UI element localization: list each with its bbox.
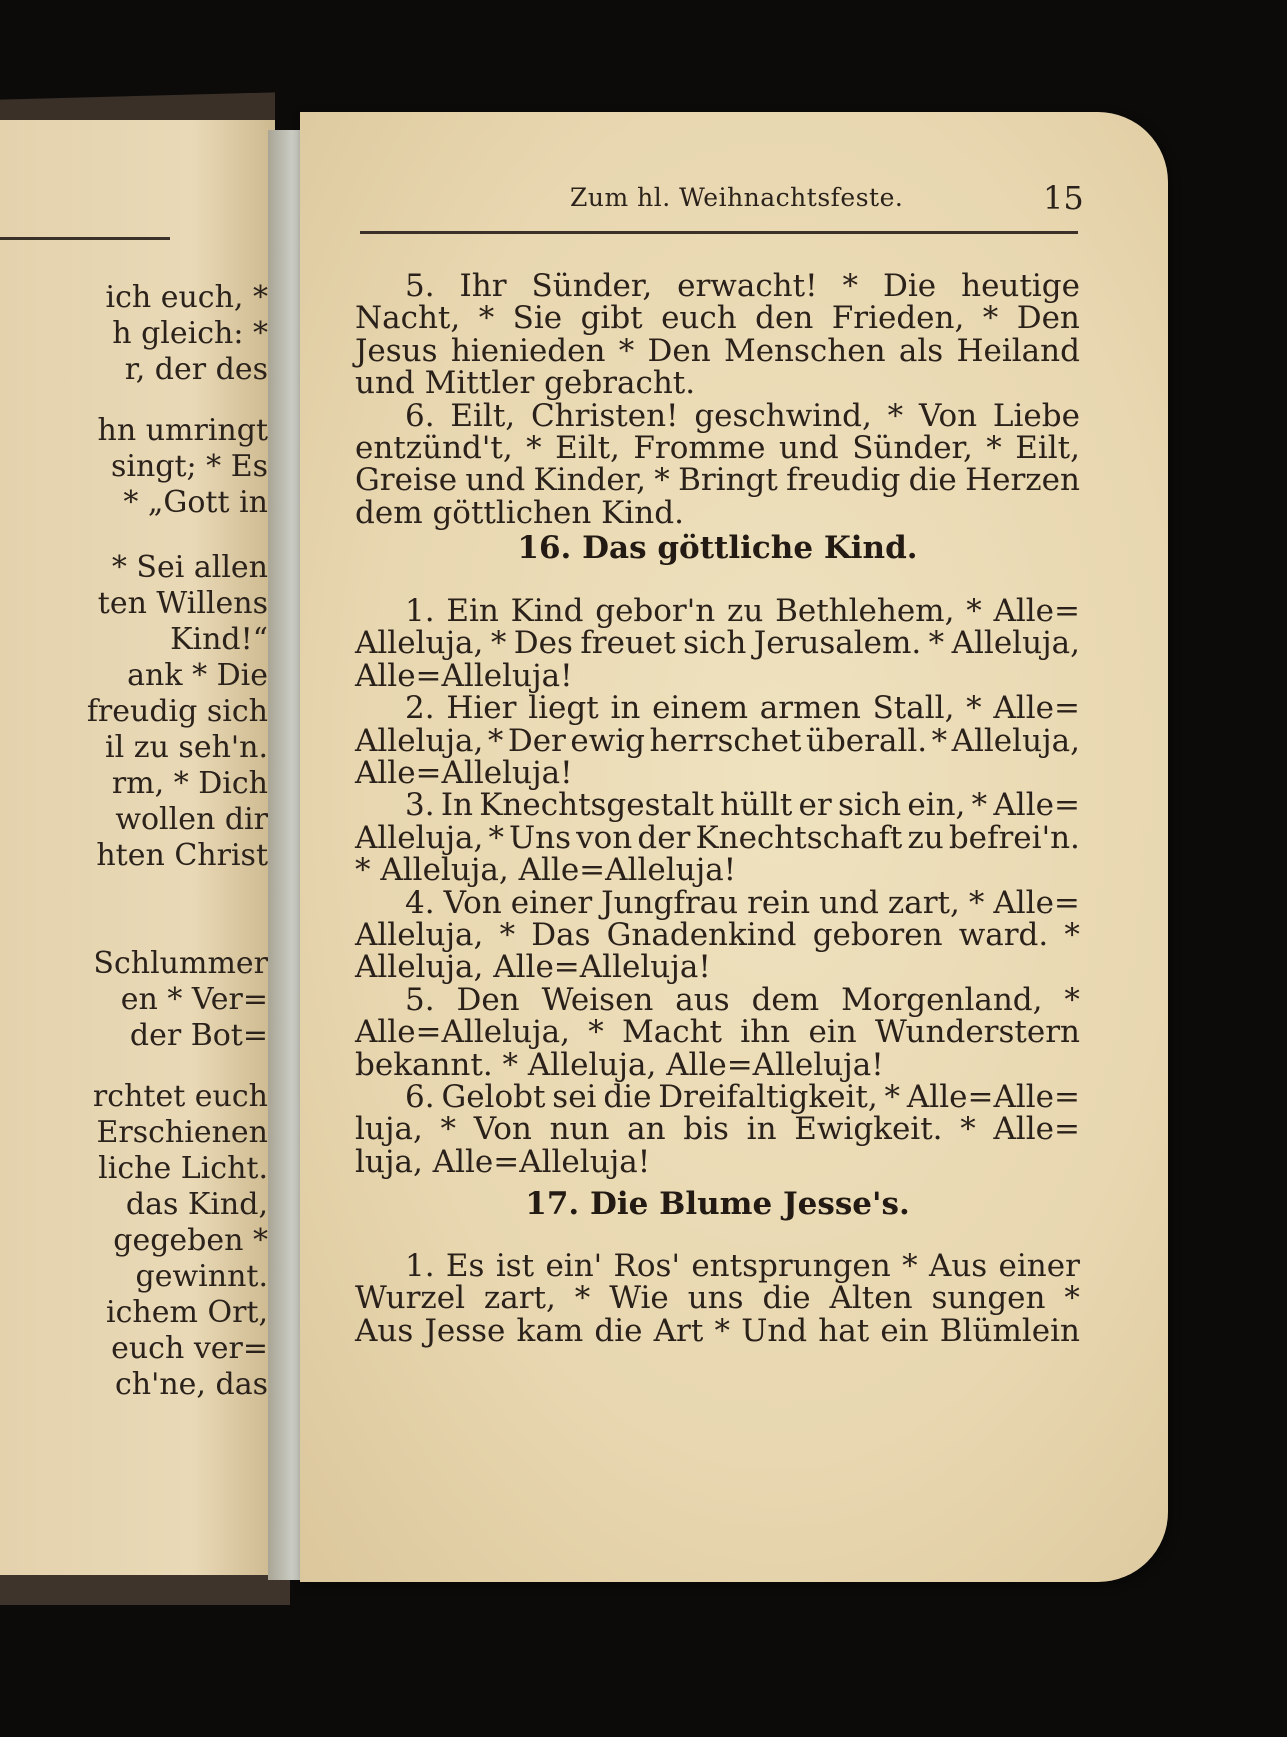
text-line: 5. Ihr Sünder, erwacht! * Die heutige — [405, 268, 1080, 304]
left-page-rule — [0, 237, 170, 240]
text-line: Alleluja, * Uns von der Knechtschaft zu befrei'n. — [355, 819, 1080, 856]
text-line: luja, Alle=Alleluja! — [355, 1143, 651, 1180]
text-line: Aus Jesse kam die Art * Und hat ein Blümlein — [355, 1312, 1080, 1349]
text-line: luja, * Von nun an bis in Ewigkeit. * Alle= — [355, 1111, 1080, 1148]
text-line: 6. Eilt, Christen! geschwind, * Von Liebe — [405, 397, 1080, 434]
text-line: entzünd't, * Eilt, Fromme und Sünder, * Eilt, — [355, 430, 1080, 466]
left-page-line: * Sei allen — [111, 550, 268, 585]
text-line: und Mittler gebracht. — [355, 365, 696, 402]
hymn-17-heading: 17. Die Blume Jesse's. — [525, 1186, 910, 1222]
left-page-line: hten Christ — [96, 838, 268, 873]
text-line: 6. Gelobt sei die Dreifaltigkeit, * Alle=Alle= — [405, 1079, 1080, 1115]
text-line: dem göttlichen Kind. — [355, 494, 684, 531]
left-page-line: il zu seh'n. — [105, 730, 268, 765]
left-page-line: ichem Ort, — [106, 1295, 268, 1331]
left-page-line: rchtet euch — [92, 1079, 268, 1115]
left-page-line: Erschienen — [96, 1115, 268, 1151]
left-page-line: rm, * Dich — [111, 766, 268, 801]
left-page-line: hn umringt — [97, 413, 268, 449]
text-line: 1. Es ist ein' Ros' entsprungen * Aus einer — [405, 1248, 1080, 1284]
left-page-line: Schlummer — [93, 946, 268, 981]
left-page-line: euch ver= — [111, 1331, 268, 1367]
left-page-line: ich euch, * — [105, 280, 268, 315]
text-line: Alleluja, * Des freuet sich Jerusalem. * Alleluja, — [355, 625, 1080, 662]
header-rule — [360, 231, 1078, 234]
left-page-line: Kind!“ — [170, 622, 268, 657]
left-page-line: gegeben * — [113, 1223, 268, 1259]
left-page-bottom-edge — [0, 1575, 290, 1605]
text-line: bekannt. * Alleluja, Alle=Alleluja! — [355, 1046, 884, 1083]
left-page-line: gewinnt. — [135, 1259, 268, 1295]
left-page-line: liche Licht. — [98, 1151, 268, 1187]
text-line: Jesus hienieden * Den Menschen als Heiland — [355, 332, 1080, 369]
left-page-line: freudig sich — [86, 694, 268, 729]
left-page-line: wollen dir — [115, 802, 268, 837]
left-page-line: h gleich: * — [112, 316, 268, 351]
running-header — [560, 179, 1084, 223]
left-page-line: das Kind, — [125, 1187, 268, 1223]
text-line: Alle=Alleluja! — [355, 755, 573, 791]
left-page-line: r, der des — [124, 352, 268, 387]
left-page — [0, 120, 275, 1590]
text-line: 3. In Knechtsgestalt hüllt er sich ein, * Alle= — [405, 787, 1080, 824]
text-line: Greise und Kinder, * Bringt freudig die Herzen — [355, 462, 1080, 499]
page-number: 15 — [1043, 179, 1084, 217]
hymn-16-heading: 16. Das göttliche Kind. — [517, 530, 918, 566]
text-line: Alleluja, * Der ewig herrschet überall. * Alleluja, — [355, 722, 1080, 759]
text-line: Alleluja, Alle=Alleluja! — [355, 949, 711, 986]
left-page-line: en * Ver= — [120, 982, 268, 1017]
text-line: 1. Ein Kind gebor'n zu Bethlehem, * Alle= — [405, 593, 1080, 629]
left-page-line: singt; * Es — [110, 449, 268, 485]
text-line: Wurzel zart, * Wie uns die Alten sungen * — [355, 1280, 1080, 1317]
text-line: 5. Den Weisen aus dem Morgenland, * — [405, 981, 1080, 1018]
text-line: 2. Hier liegt in einem armen Stall, * Alle= — [405, 690, 1080, 727]
text-line: * Alleluja, Alle=Alleluja! — [355, 852, 737, 889]
left-page-line: der Bot= — [129, 1018, 268, 1053]
left-page-line: ten Willens — [97, 586, 268, 621]
left-page-line: ch'ne, das — [114, 1367, 268, 1403]
text-line: Alleluja, * Das Gnadenkind geboren ward. * — [355, 917, 1080, 953]
text-line: Alle=Alleluja, * Macht ihn ein Wunderstern — [355, 1014, 1080, 1051]
left-page-line: * „Gott in — [123, 485, 268, 521]
header-title: Zum hl. Weihnachtsfeste. — [570, 183, 904, 212]
text-line: 4. Von einer Jungfrau rein und zart, * Alle= — [405, 884, 1080, 921]
left-page-line: ank * Die — [127, 658, 268, 693]
text-line: Nacht, * Sie gibt euch den Frieden, * Den — [355, 300, 1080, 337]
text-line: Alle=Alleluja! — [355, 657, 573, 694]
